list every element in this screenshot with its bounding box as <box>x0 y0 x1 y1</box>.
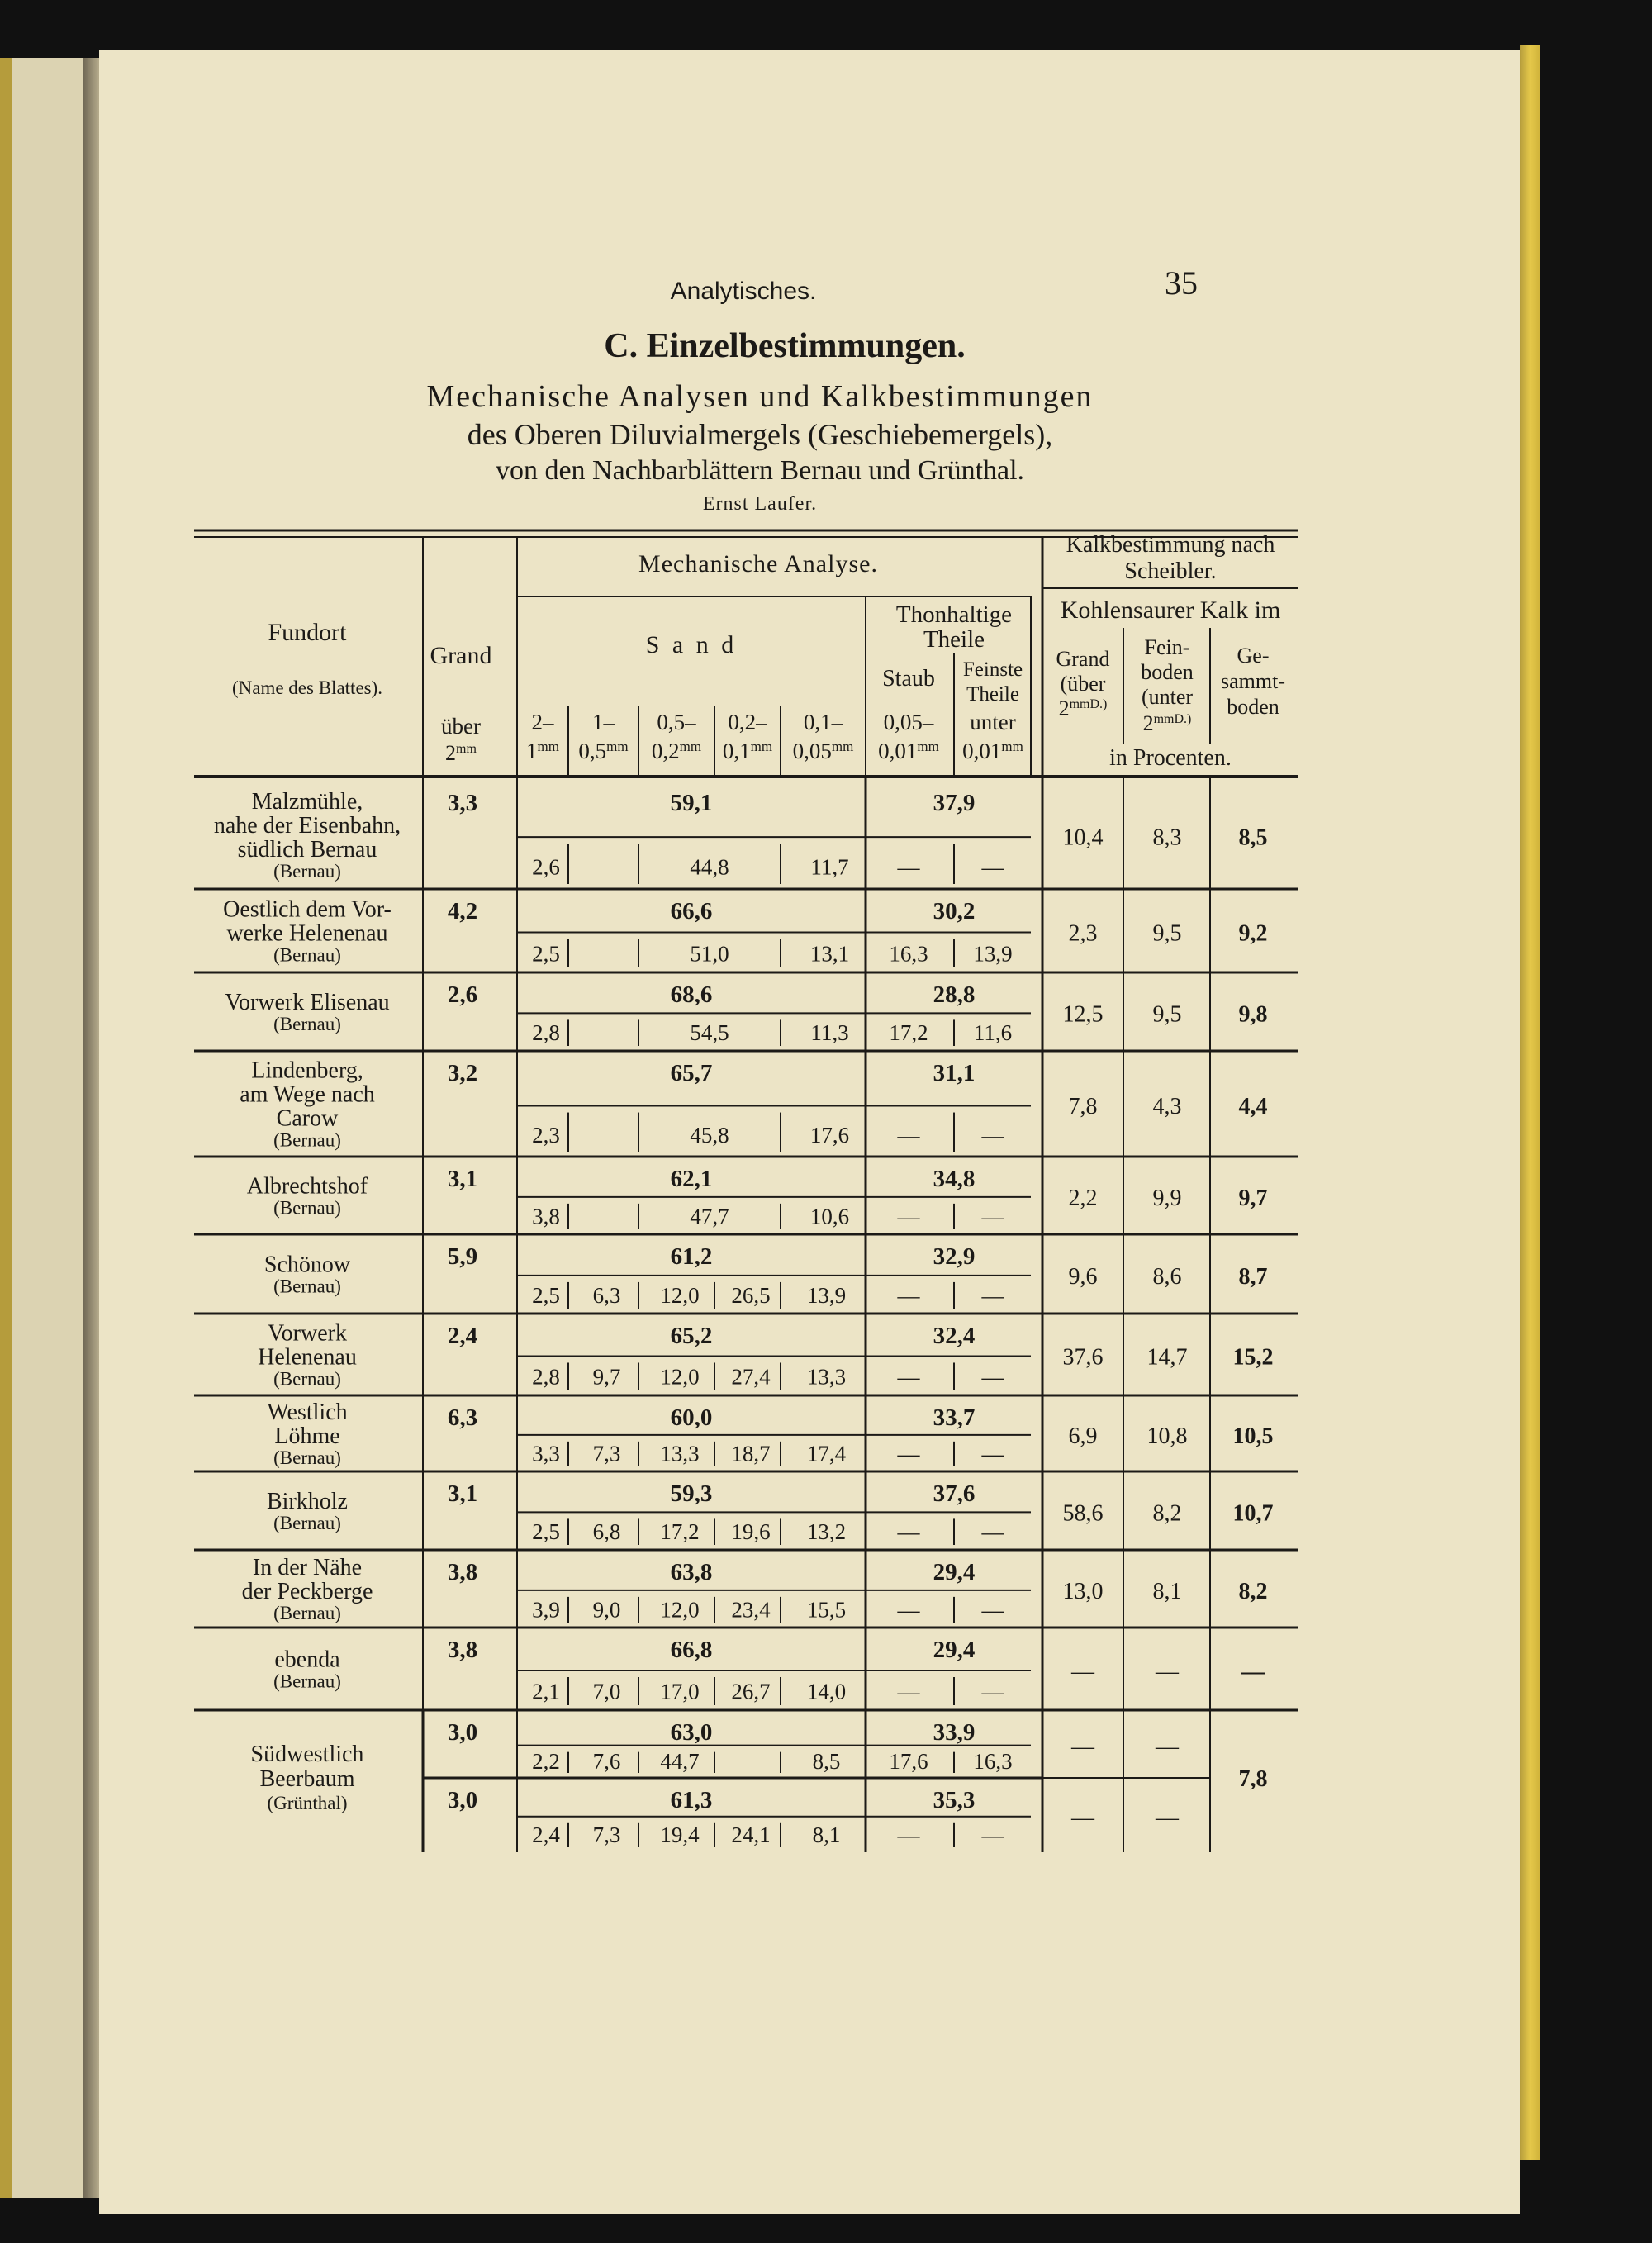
fundort-line: Albrechtshof <box>246 1173 368 1200</box>
fundort-line: werke Helenenau <box>226 920 388 947</box>
sand-value: 12,0 <box>660 1283 700 1309</box>
sand-value: 3,9 <box>532 1597 560 1623</box>
sand-value: 51,0 <box>690 941 729 967</box>
sand-value: 13,3 <box>660 1441 700 1466</box>
grand-value: 5,9 <box>447 1243 478 1270</box>
thon-total: 30,2 <box>933 898 976 924</box>
sand-value: 7,3 <box>592 1441 621 1466</box>
staub-value: — <box>897 854 920 880</box>
head-sand: S a n d <box>645 631 738 658</box>
fundort-line: der Peckberge <box>241 1579 373 1604</box>
fundort-blatt: (Bernau) <box>273 1276 341 1297</box>
sand-total: 65,2 <box>670 1323 713 1349</box>
table-row <box>251 1719 1268 1813</box>
sand-total: 63,0 <box>670 1719 713 1746</box>
sand-total: 62,1 <box>670 1166 713 1192</box>
table-row <box>267 1399 1273 1468</box>
head-kalk-fein-3: (unter <box>1141 685 1194 709</box>
fundort-blatt: (Bernau) <box>273 1603 341 1623</box>
thon-total: 33,7 <box>933 1404 976 1431</box>
head-staub-range-from: 0,05– <box>883 710 934 734</box>
staub-value: — <box>897 1364 920 1390</box>
staub-value: — <box>897 1597 920 1623</box>
fundort-line: nahe der Eisenbahn, <box>213 813 401 839</box>
kalk-gesammt-value: 4,4 <box>1238 1094 1268 1119</box>
kalk-grand-value: 37,6 <box>1062 1344 1104 1371</box>
sand-value: 17,6 <box>809 1122 850 1148</box>
staub-value: 16,3 <box>889 941 928 967</box>
head-kalk-grand-1: Grand <box>1056 647 1110 671</box>
kalk-gesammt-value: 15,2 <box>1232 1344 1274 1371</box>
head-sand-range-to-5: $0,05^{mm}$ <box>792 739 854 763</box>
head-grand-sub: über <box>441 714 481 739</box>
table-row <box>258 1321 1273 1390</box>
fundort-blatt: (Bernau) <box>273 1513 341 1533</box>
sand-value: 18,7 <box>731 1441 771 1466</box>
fundort-line: Südwestlich <box>250 1742 364 1767</box>
table-row <box>214 789 1268 882</box>
head-fein-range-from: unter <box>970 710 1016 734</box>
grand-value: 3,2 <box>447 1060 478 1086</box>
sand-value: 26,5 <box>731 1283 771 1309</box>
sand-value: 2,1 <box>532 1679 560 1704</box>
staub-value: — <box>897 1204 920 1229</box>
feinste-value: 11,6 <box>973 1020 1013 1046</box>
staub-value: — <box>897 1441 920 1466</box>
head-fundort: Fundort <box>268 619 347 646</box>
sand-total: 65,7 <box>670 1060 713 1086</box>
kalk-grand-value: 2,2 <box>1068 1186 1098 1211</box>
kalk-fein-value: 8,3 <box>1152 824 1182 851</box>
sand-value: 2,6 <box>532 854 560 880</box>
grand-value: 3,1 <box>447 1480 478 1507</box>
sand-value: 19,4 <box>660 1822 700 1847</box>
kalk-fein-value: 9,5 <box>1152 1001 1182 1028</box>
feinste-value: 13,9 <box>973 941 1013 967</box>
fundort-line: ebenda <box>274 1647 340 1673</box>
sand-value: 7,0 <box>592 1679 621 1704</box>
head-sand-range-to-1: $1^{mm}$ <box>526 739 559 763</box>
grand-value: 6,3 <box>447 1404 478 1431</box>
sand-value: 8,5 <box>812 1748 841 1774</box>
thon-total: 32,4 <box>933 1323 976 1349</box>
sand-value: 44,7 <box>660 1748 700 1774</box>
head-kalk-fein-4: $2^{mmD.)}$ <box>1142 711 1192 735</box>
head-kalk-grand-3: $2^{mmD.)}$ <box>1058 696 1108 720</box>
fundort-blatt: (Bernau) <box>273 1368 341 1390</box>
head-grand: Grand <box>430 642 492 669</box>
sand-total: 63,8 <box>670 1559 713 1585</box>
kalk-gesammt-value: 8,2 <box>1238 1579 1268 1604</box>
sand-value: 17,2 <box>660 1519 700 1545</box>
sand-value: 11,7 <box>810 854 849 880</box>
kalk-fein-value: 10,8 <box>1146 1423 1188 1449</box>
sand-value: 26,7 <box>731 1679 771 1704</box>
sand-total: 61,2 <box>670 1243 713 1270</box>
fundort-line: südlich Bernau <box>237 837 377 863</box>
kalk-gesammt-value: 8,5 <box>1238 824 1268 851</box>
head-kalk-line-2: Scheibler. <box>1124 558 1217 584</box>
sand-value: 2,3 <box>532 1122 560 1148</box>
staub-value: — <box>897 1283 920 1309</box>
sand-value: 2,2 <box>532 1748 560 1774</box>
sand-value: 2,8 <box>532 1020 560 1046</box>
thon-total: 28,8 <box>933 981 976 1008</box>
page-number: 35 <box>1165 264 1198 302</box>
head-kalk-fein-1: Fein- <box>1144 635 1190 659</box>
fundort-blatt: (Grünthal) <box>267 1793 348 1813</box>
sand-value: 6,3 <box>592 1283 621 1309</box>
kalk-gesammt-value: 8,7 <box>1238 1264 1268 1290</box>
sand-total: 60,0 <box>670 1404 713 1431</box>
kalk-grand-value: 13,0 <box>1062 1579 1104 1604</box>
head-sand-range-from-3: 0,5– <box>657 710 696 734</box>
fundort-blatt: (Bernau) <box>273 1447 341 1468</box>
thon-total: 29,4 <box>933 1637 976 1663</box>
thon-total: 33,9 <box>933 1719 976 1746</box>
kalk-grand-value: — <box>1071 1805 1094 1831</box>
head-gesammt-3: boden <box>1227 695 1279 719</box>
sand-value: 3,3 <box>532 1441 560 1466</box>
head-fundort-sub: (Name des Blattes). <box>231 677 383 698</box>
kalk-grand-value: 10,4 <box>1062 824 1104 851</box>
sand-total: 68,6 <box>670 981 713 1008</box>
feinste-value: — <box>981 1822 1004 1847</box>
grand-value: 3,8 <box>447 1559 478 1585</box>
kalk-gesammt-value: 9,7 <box>1238 1186 1268 1211</box>
subtitle-line-3: von den Nachbarblättern Bernau und Grünthal. <box>495 455 1025 486</box>
sand-value: 13,2 <box>806 1519 847 1545</box>
fundort-line: Helenenau <box>258 1344 357 1371</box>
kalk-fein-value: — <box>1156 1659 1179 1685</box>
kalk-gesammt-value: 10,5 <box>1232 1423 1274 1449</box>
running-title: Analytisches. <box>670 278 817 305</box>
sand-value: 7,3 <box>592 1822 621 1847</box>
fundort-blatt: (Bernau) <box>273 1197 341 1219</box>
author: Ernst Laufer. <box>702 493 818 515</box>
thon-total: 34,8 <box>933 1166 976 1192</box>
sand-total: 61,3 <box>670 1787 713 1813</box>
feinste-value: — <box>981 1204 1004 1229</box>
sand-total: 59,3 <box>670 1480 713 1507</box>
head-sand-range-to-2: $0,5^{mm}$ <box>578 739 629 763</box>
sand-value: 13,1 <box>809 941 850 967</box>
fundort-line: Vorwerk Elisenau <box>225 990 390 1015</box>
sand-value: 2,8 <box>532 1364 560 1390</box>
grand-value: 3,0 <box>447 1787 478 1813</box>
staub-value: — <box>897 1519 920 1545</box>
table-row <box>242 1555 1268 1623</box>
head-fein-range-to: $0,01^{mm}$ <box>962 739 1023 763</box>
head-kalk-line-1: Kalkbestimmung nach <box>1066 532 1275 558</box>
head-feinste-1: Feinste <box>962 658 1023 681</box>
sand-value: 19,6 <box>731 1519 771 1545</box>
head-sand-range-from-2: 1– <box>592 710 615 734</box>
sand-value: 7,6 <box>592 1748 621 1774</box>
head-mech-analyse: Mechanische Analyse. <box>638 550 878 577</box>
head-in-procenten: in Procenten. <box>1109 745 1232 771</box>
feinste-value: — <box>981 1283 1004 1309</box>
fundort-blatt: (Bernau) <box>273 1670 341 1692</box>
fundort-line: Carow <box>276 1105 339 1132</box>
table-row <box>240 1058 1267 1151</box>
staub-value: — <box>897 1122 920 1148</box>
kalk-gesammt-value: 7,8 <box>1238 1766 1268 1792</box>
kalk-fein-value: — <box>1156 1734 1179 1760</box>
sand-value: 11,3 <box>810 1020 849 1046</box>
sand-total: 66,8 <box>670 1637 713 1663</box>
feinste-value: — <box>981 1441 1004 1466</box>
sand-value: 2,5 <box>532 1519 560 1545</box>
kalk-grand-value: 7,8 <box>1068 1094 1098 1119</box>
kalk-fein-value: 14,7 <box>1146 1344 1188 1371</box>
sand-value: 24,1 <box>731 1822 771 1847</box>
sand-value: 27,4 <box>731 1364 771 1390</box>
fundort-line: Malzmühle, <box>251 789 363 815</box>
sand-value: 2,5 <box>532 1283 560 1309</box>
fundort-line: Westlich <box>267 1399 348 1425</box>
fundort-line: Beerbaum <box>259 1766 355 1792</box>
head-grand-unit: $2^{mm}$ <box>445 741 477 765</box>
sand-value: 15,5 <box>806 1597 847 1623</box>
head-staub-range-to: $0,01^{mm}$ <box>878 739 939 763</box>
kalk-grand-value: — <box>1071 1734 1094 1760</box>
grand-value: 4,2 <box>447 898 478 924</box>
sand-total: 59,1 <box>670 790 713 816</box>
fundort-line: Oestlich dem Vor- <box>223 896 392 923</box>
thon-total: 29,4 <box>933 1559 976 1585</box>
kalk-fein-value: 9,5 <box>1152 920 1182 947</box>
kalk-fein-value: 9,9 <box>1152 1186 1182 1211</box>
feinste-value: — <box>981 1364 1004 1390</box>
fundort-line: Lindenberg, <box>251 1057 363 1084</box>
kalk-gesammt-value: 10,7 <box>1232 1500 1274 1527</box>
sand-value: 8,1 <box>812 1822 841 1847</box>
sand-value: 14,0 <box>806 1679 847 1704</box>
head-sand-range-to-4: $0,1^{mm}$ <box>722 739 773 763</box>
table-row <box>223 897 1267 967</box>
section-heading: C. Einzelbestimmungen. <box>604 327 966 365</box>
fundort-blatt: (Bernau) <box>273 944 341 966</box>
feinste-value: — <box>981 1679 1004 1704</box>
fundort-line: Schönow <box>263 1252 351 1278</box>
table-body <box>214 789 1274 1847</box>
head-gesammt-2: sammt- <box>1221 669 1285 693</box>
sand-value: 2,4 <box>532 1822 560 1847</box>
fundort-line: Löhme <box>274 1423 340 1449</box>
thon-total: 37,9 <box>933 790 976 816</box>
kalk-fein-value: 8,1 <box>1152 1579 1182 1604</box>
head-sand-range-from-5: 0,1– <box>803 710 843 734</box>
sand-value: 45,8 <box>690 1122 729 1148</box>
sand-value: 10,6 <box>809 1204 850 1229</box>
staub-value: 17,6 <box>889 1748 928 1774</box>
fundort-line: Vorwerk <box>268 1320 347 1347</box>
head-feinste-2: Theile <box>966 683 1019 706</box>
feinste-value: — <box>981 1519 1004 1545</box>
grand-value: 2,4 <box>447 1323 478 1349</box>
sand-value: 47,7 <box>690 1204 729 1229</box>
head-sand-range-from-4: 0,2– <box>728 710 767 734</box>
head-sand-range-to-3: $0,2^{mm}$ <box>651 739 702 763</box>
subtitle-line-2: des Oberen Diluvialmergels (Geschiebemergels), <box>467 418 1053 451</box>
kalk-fein-value: — <box>1156 1805 1179 1831</box>
staub-value: — <box>897 1822 920 1847</box>
thon-total: 35,3 <box>933 1787 976 1813</box>
sand-value: 12,0 <box>660 1364 700 1390</box>
kalk-grand-value: — <box>1071 1659 1094 1685</box>
head-gesammt-1: Ge- <box>1237 644 1270 668</box>
sand-value: 12,0 <box>660 1597 700 1623</box>
fundort-blatt: (Bernau) <box>273 1014 341 1034</box>
kalk-fein-value: 8,6 <box>1152 1264 1182 1290</box>
sand-value: 13,9 <box>806 1283 847 1309</box>
sand-total: 66,6 <box>670 898 713 924</box>
sand-value: 3,8 <box>532 1204 560 1229</box>
kalk-gesammt-value: — <box>1241 1659 1265 1685</box>
feinste-value: — <box>981 854 1004 880</box>
kalk-grand-value: 6,9 <box>1068 1423 1098 1449</box>
sand-value: 9,7 <box>592 1364 621 1390</box>
grand-value: 3,0 <box>447 1719 478 1746</box>
sand-value: 9,0 <box>592 1597 621 1623</box>
sand-value: 54,5 <box>690 1020 729 1046</box>
fundort-line: am Wege nach <box>240 1081 375 1108</box>
staub-value: — <box>897 1679 920 1704</box>
head-thon-1: Thonhaltige <box>895 601 1013 628</box>
head-kalk-fein-2: boden <box>1141 660 1194 684</box>
feinste-value: — <box>981 1122 1004 1148</box>
table-header <box>232 532 1285 771</box>
thon-total: 37,6 <box>933 1480 976 1507</box>
fundort-line: In der Nähe <box>252 1555 363 1580</box>
thon-total: 31,1 <box>933 1060 976 1086</box>
feinste-value: 16,3 <box>973 1748 1013 1774</box>
sand-value: 13,3 <box>806 1364 847 1390</box>
fundort-blatt: (Bernau) <box>273 1129 341 1151</box>
feinste-value: — <box>981 1597 1004 1623</box>
kalk-fein-value: 4,3 <box>1152 1094 1182 1119</box>
sand-value: 6,8 <box>592 1519 621 1545</box>
kalk-gesammt-value: 9,2 <box>1238 920 1268 947</box>
kalk-grand-value: 2,3 <box>1068 920 1098 947</box>
kalk-grand-value: 58,6 <box>1062 1500 1104 1527</box>
staub-value: 17,2 <box>889 1020 928 1046</box>
sand-value: 23,4 <box>731 1597 771 1623</box>
sand-value: 44,8 <box>690 854 729 880</box>
head-staub: Staub <box>882 666 935 691</box>
fundort-line: Birkholz <box>267 1489 348 1514</box>
kalk-grand-value: 9,6 <box>1068 1264 1098 1290</box>
grand-value: 3,3 <box>447 790 478 816</box>
sand-value: 17,4 <box>806 1441 847 1466</box>
head-kalk-grand-2: (über <box>1060 672 1106 696</box>
grand-value: 3,8 <box>447 1637 478 1663</box>
subtitle-line-1: Mechanische Analysen und Kalkbestimmungen <box>426 379 1094 414</box>
head-thon-2: Theile <box>923 626 985 653</box>
kalk-gesammt-value: 9,8 <box>1238 1001 1268 1028</box>
grand-value: 3,1 <box>447 1166 478 1192</box>
grand-value: 2,6 <box>447 981 478 1008</box>
kalk-fein-value: 8,2 <box>1152 1500 1182 1527</box>
sand-value: 17,0 <box>660 1679 700 1704</box>
thon-total: 32,9 <box>933 1243 976 1270</box>
kalk-grand-value: 12,5 <box>1062 1001 1104 1028</box>
sand-value: 2,5 <box>532 941 560 967</box>
head-kohlensaurer: Kohlensaurer Kalk im <box>1060 596 1281 624</box>
fundort-blatt: (Bernau) <box>273 861 341 882</box>
head-sand-range-from-1: 2– <box>531 710 554 734</box>
